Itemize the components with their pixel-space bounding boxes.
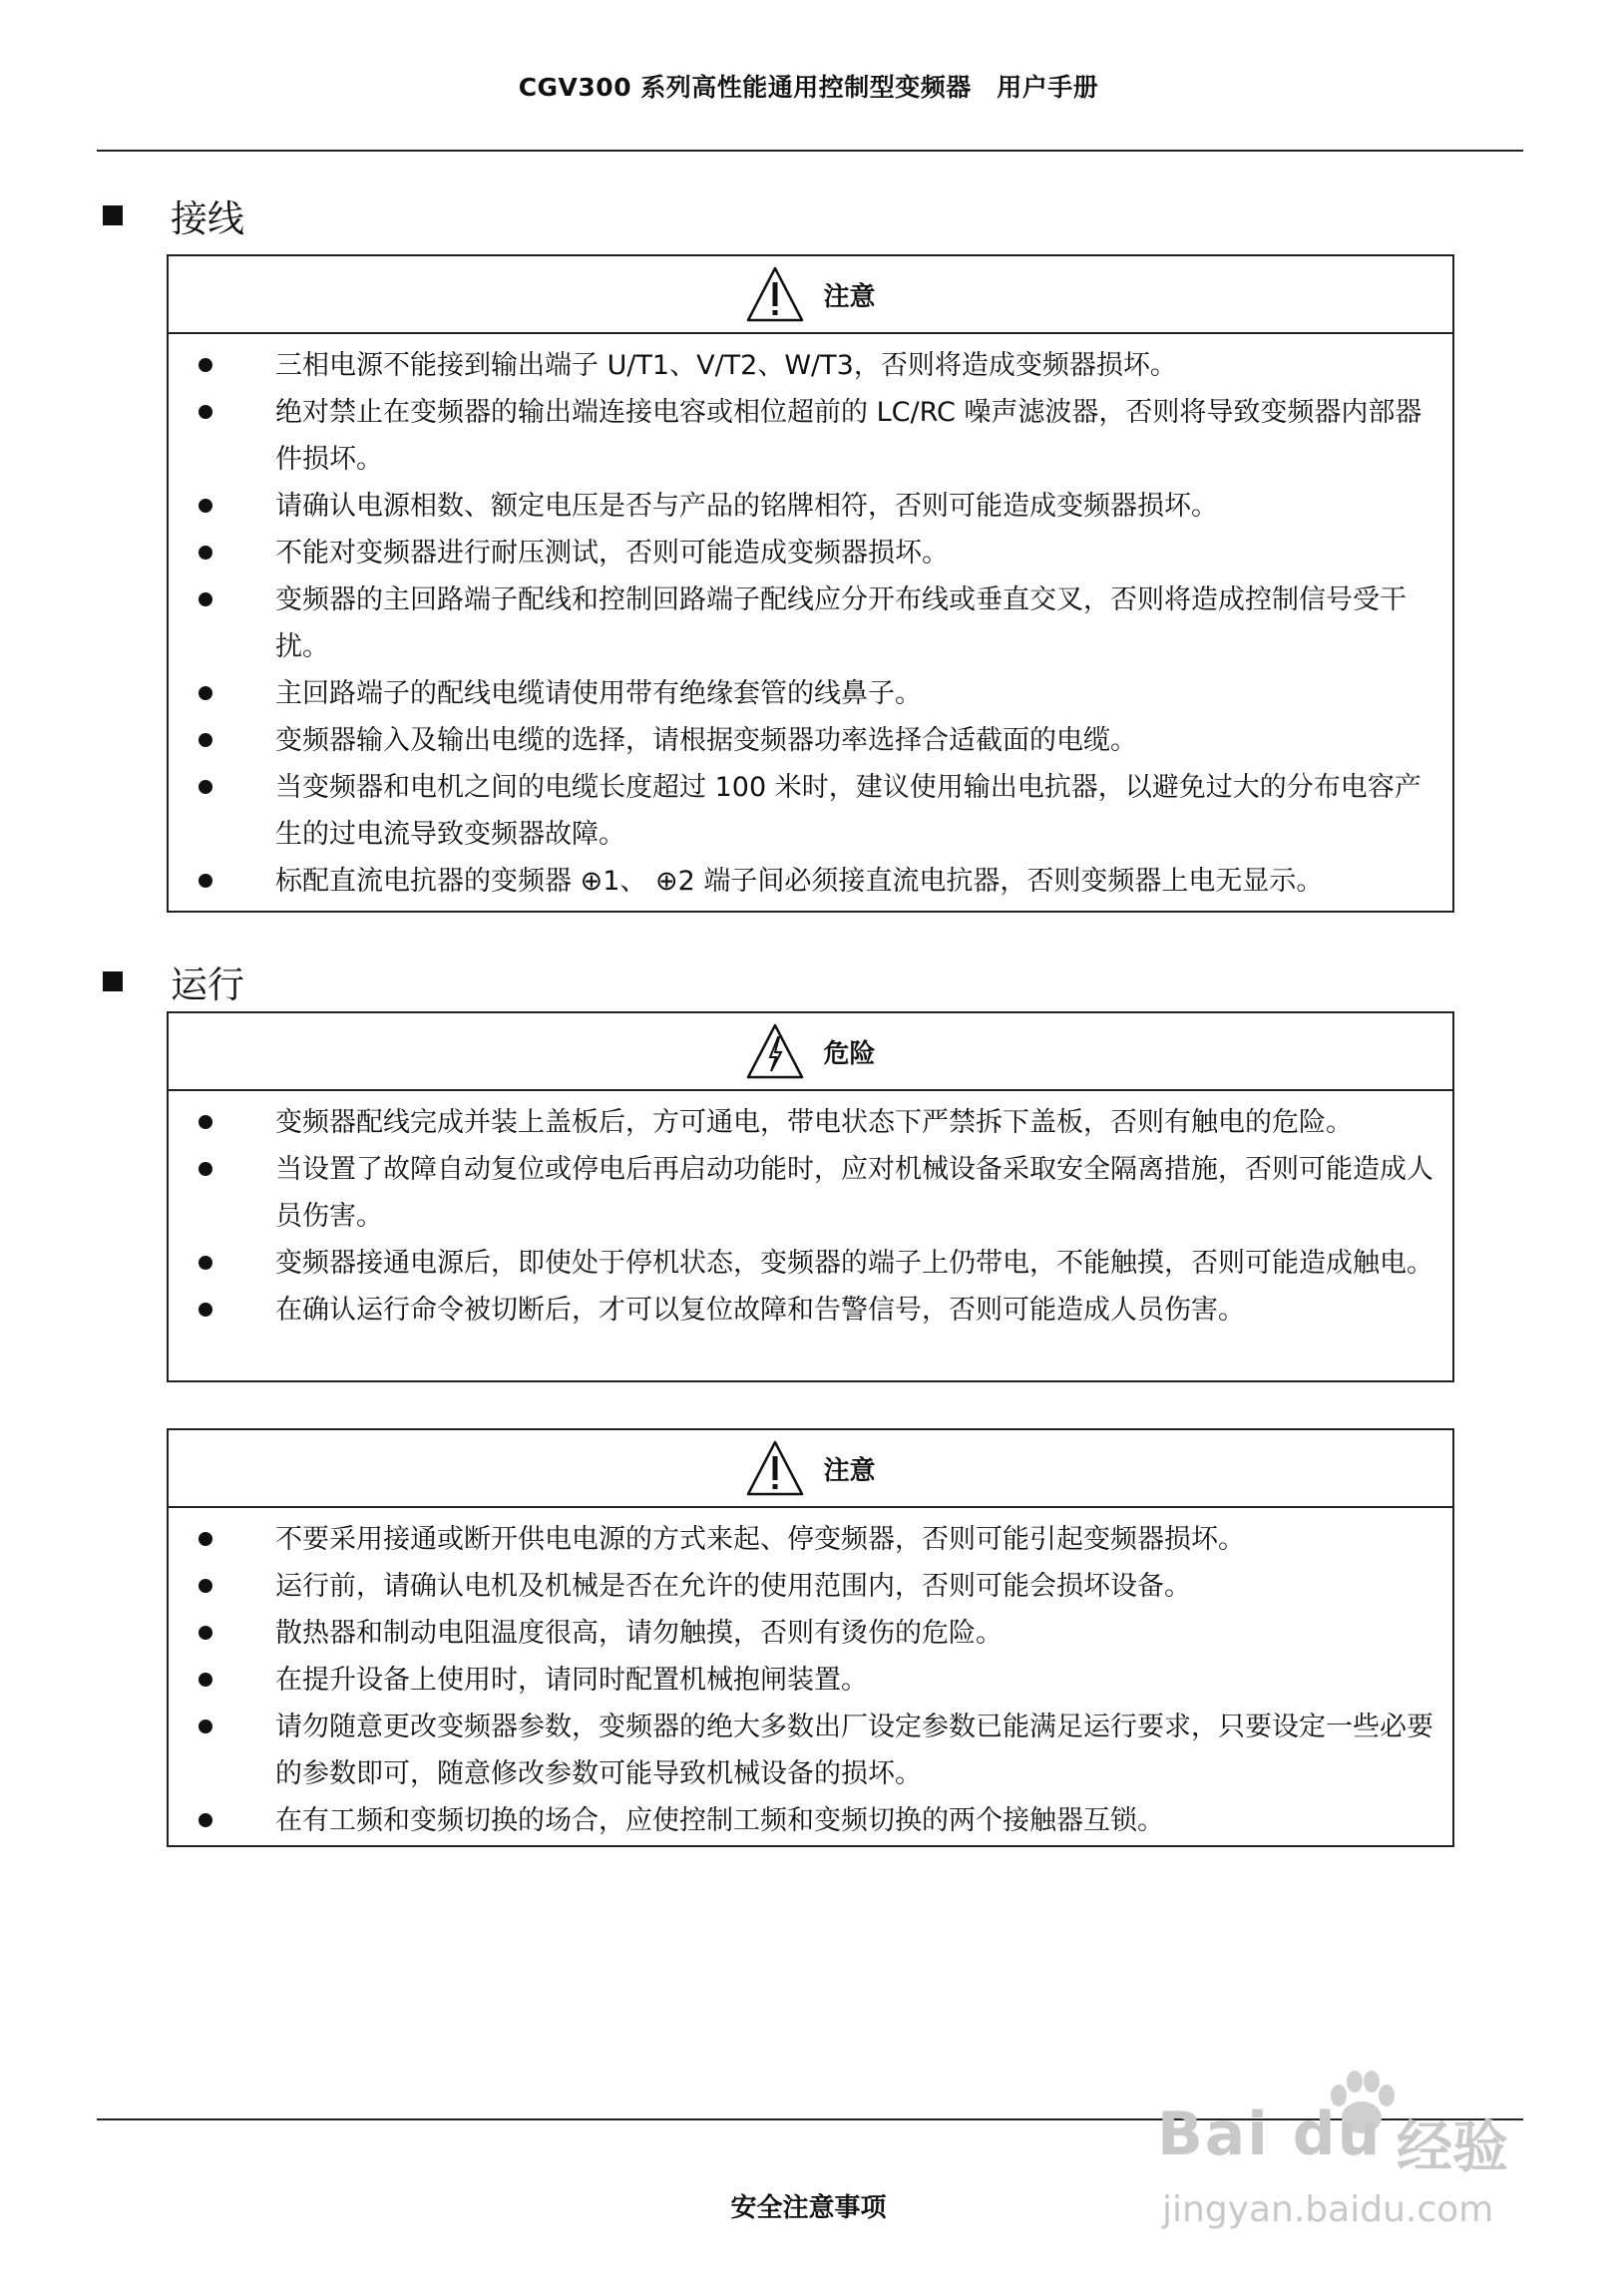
bullet-icon: [199, 686, 212, 700]
caution-box-wiring: [167, 254, 1454, 913]
bullet-icon: [199, 405, 212, 419]
box-header: [169, 1013, 1452, 1091]
bullet-icon: [199, 1256, 212, 1270]
list-item: 不要采用接通或断开供电电源的方式来起、停变频器，否则可能引起变频器损坏。: [169, 1516, 1452, 1563]
bullet-icon: [199, 780, 212, 794]
bullet-icon: [199, 1626, 212, 1640]
electric-hazard-icon: [745, 1021, 805, 1081]
bullet-icon: [199, 1579, 212, 1593]
bullet-icon: [199, 592, 212, 606]
list-item: 标配直流电抗器的变频器 ⊕1、 ⊕2 端子间必须接直流电抗器，否则变频器上电无显示。: [169, 858, 1452, 905]
bullet-icon: [199, 1162, 212, 1176]
box-label: 注意: [823, 281, 876, 312]
square-bullet-icon: [103, 205, 123, 225]
bullet-icon: [199, 874, 212, 888]
section-title: 接线: [171, 197, 244, 240]
bullet-icon: [199, 546, 212, 560]
item-list: [169, 334, 1452, 905]
list-item: 主回路端子的配线电缆请使用带有绝缘套管的线鼻子。: [169, 670, 1452, 717]
list-item: 运行前，请确认电机及机械是否在允许的使用范围内，否则可能会损坏设备。: [169, 1563, 1452, 1610]
bullet-icon: [199, 1532, 212, 1546]
list-item: 当变频器和电机之间的电缆长度超过 100 米时，建议使用输出电抗器，以避免过大的分布电容产生的过电流导致变频器故障。: [169, 764, 1452, 858]
page-footer-title: 安全注意事项: [730, 2193, 887, 2223]
list-item: 三相电源不能接到输出端子 U/T1、V/T2、W/T3，否则将造成变频器损坏。: [169, 342, 1452, 389]
item-list: [169, 1091, 1452, 1334]
list-item: 变频器输入及输出电缆的选择，请根据变频器功率选择合适截面的电缆。: [169, 717, 1452, 764]
watermark-suffix: 经验: [1397, 2115, 1508, 2180]
bullet-icon: [199, 1720, 212, 1733]
item-list: [169, 1508, 1452, 1844]
watermark-brand: Bai du: [1157, 2100, 1383, 2169]
list-item: 当设置了故障自动复位或停电后再启动功能时，应对机械设备采取安全隔离措施，否则可能造成人员伤害。: [169, 1146, 1452, 1240]
list-item: 变频器接通电源后，即使处于停机状态，变频器的端子上仍带电，不能触摸，否则可能造成触电。: [169, 1240, 1452, 1287]
list-item: 绝对禁止在变频器的输出端连接电容或相位超前的 LC/RC 噪声滤波器，否则将导致变频器内部器件损坏。: [169, 389, 1452, 483]
section-heading-wiring: [103, 193, 244, 240]
bullet-icon: [199, 358, 212, 372]
section-title: 运行: [171, 963, 244, 1006]
list-item: 在提升设备上使用时，请同时配置机械抱闸装置。: [169, 1657, 1452, 1704]
list-item: 请勿随意更改变频器参数，变频器的绝大多数出厂设定参数已能满足运行要求，只要设定一些必要的参数即可，随意修改参数可能导致机械设备的损坏。: [169, 1704, 1452, 1797]
list-item: 变频器的主回路端子配线和控制回路端子配线应分开布线或垂直交叉，否则将造成控制信号受干扰。: [169, 576, 1452, 670]
bullet-icon: [199, 733, 212, 747]
baidu-jingyan-watermark: [1147, 2090, 1586, 2249]
list-item: 变频器配线完成并装上盖板后，方可通电，带电状态下严禁拆下盖板，否则有触电的危险。: [169, 1099, 1452, 1146]
warning-triangle-icon: [745, 1438, 805, 1498]
list-item: 散热器和制动电阻温度很高，请勿触摸，否则有烫伤的危险。: [169, 1610, 1452, 1657]
warning-triangle-icon: [745, 264, 805, 324]
box-label: 危险: [823, 1038, 876, 1069]
page-header-title: CGV300 系列高性能通用控制型变频器 用户手册: [518, 73, 1099, 102]
danger-box-operation: [167, 1011, 1454, 1382]
list-item: 不能对变频器进行耐压测试，否则可能造成变频器损坏。: [169, 530, 1452, 576]
box-label: 注意: [823, 1455, 876, 1486]
bullet-icon: [199, 1673, 212, 1687]
list-item: 在确认运行命令被切断后，才可以复位故障和告警信号，否则可能造成人员伤害。: [169, 1287, 1452, 1334]
list-item: 请确认电源相数、额定电压是否与产品的铭牌相符，否则可能造成变频器损坏。: [169, 483, 1452, 530]
bullet-icon: [199, 1813, 212, 1827]
bullet-icon: [199, 499, 212, 513]
box-header: [169, 256, 1452, 334]
caution-box-operation: [167, 1428, 1454, 1847]
bullet-icon: [199, 1115, 212, 1129]
square-bullet-icon: [103, 971, 123, 991]
box-header: [169, 1430, 1452, 1508]
section-heading-operation: [103, 959, 244, 1006]
list-item: 在有工频和变频切换的场合，应使控制工频和变频切换的两个接触器互锁。: [169, 1797, 1452, 1844]
header-rule: [97, 150, 1523, 152]
watermark-url: jingyan.baidu.com: [1162, 2189, 1494, 2230]
bullet-icon: [199, 1303, 212, 1317]
